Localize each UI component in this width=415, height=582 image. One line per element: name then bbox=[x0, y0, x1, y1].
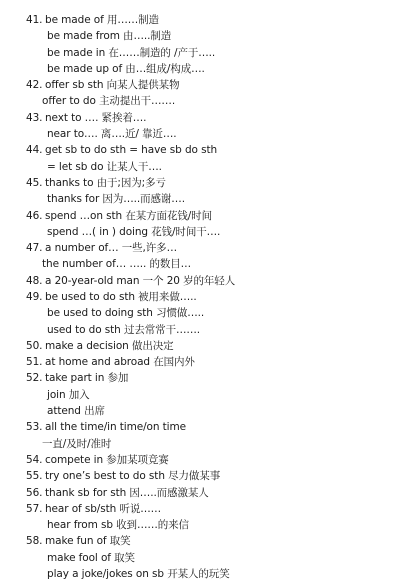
item-text: make a decision 做出决定 bbox=[45, 339, 174, 352]
item-number: 42. bbox=[26, 79, 43, 92]
item-text: used to do sth 过去常常干……. bbox=[47, 323, 201, 336]
item-text: be used to do sth 被用来做….. bbox=[45, 291, 197, 303]
item-text: a 20-year-old man 一个 20 岁的年轻人 bbox=[45, 274, 236, 287]
item-text: be used to doing sth 习惯做….. bbox=[47, 307, 205, 320]
item-number: 48. bbox=[26, 274, 43, 287]
item-number: 58. bbox=[26, 535, 43, 548]
item-text: next to …. 紧挨着…. bbox=[45, 111, 147, 124]
item-number: 41. bbox=[26, 14, 43, 26]
item-number: 51. bbox=[26, 356, 43, 369]
item-number: 43. bbox=[26, 111, 43, 124]
item-number: 55. bbox=[26, 470, 43, 483]
item-text: hear of sb/sth 听说…… bbox=[45, 502, 162, 515]
item-text: = let sb do 让某人干…. bbox=[47, 160, 162, 173]
item-text: the number of… ….. 的数目… bbox=[42, 258, 192, 271]
item-text: 一直/及时/准时 bbox=[42, 437, 112, 450]
item-number: 53. bbox=[26, 421, 43, 434]
item-number: 45. bbox=[26, 176, 43, 189]
item-number: 54. bbox=[26, 453, 43, 466]
item-number: 44. bbox=[26, 144, 43, 157]
item-text: play a joke/jokes on sb 开某人的玩笑 bbox=[47, 568, 230, 580]
item-number: 50. bbox=[26, 339, 43, 352]
item-text: join 加入 bbox=[47, 388, 90, 401]
item-number: 57. bbox=[26, 502, 43, 515]
item-text: attend 出席 bbox=[47, 405, 105, 418]
item-text: be made of 用……制造 bbox=[45, 14, 159, 26]
item-text: take part in 参加 bbox=[45, 372, 129, 385]
item-text: thank sb for sth 因…..而感激某人 bbox=[45, 486, 209, 499]
item-text: hear from sb 收到……的来信 bbox=[47, 519, 189, 532]
item-text: make fool of 取笑 bbox=[47, 551, 135, 564]
item-text: offer to do 主动提出干……. bbox=[42, 95, 176, 108]
item-text: make fun of 取笑 bbox=[45, 535, 131, 548]
item-text: a number of… 一些,许多… bbox=[45, 242, 177, 255]
item-text: near to…. 离….近/ 靠近…. bbox=[47, 128, 177, 141]
item-text: thanks for 因为…..而感谢…. bbox=[47, 193, 185, 206]
item-text: get sb to do sth = have sb do sth bbox=[45, 144, 218, 157]
item-text: compete in 参加某项竞赛 bbox=[45, 453, 169, 466]
item-number: 49. bbox=[26, 291, 43, 303]
item-number: 52. bbox=[26, 372, 43, 385]
item-text: all the time/in time/on time bbox=[45, 421, 186, 434]
item-text: spend …on sth 在某方面花钱/时间 bbox=[45, 209, 212, 222]
item-text: try one’s best to do sth 尽力做某事 bbox=[45, 470, 221, 483]
item-text: spend …( in ) doing 花钱/时间干…. bbox=[47, 225, 221, 238]
item-text: be made in 在……制造的 /产于….. bbox=[47, 46, 216, 59]
item-number: 56. bbox=[26, 486, 43, 499]
item-text: thanks to 由于;因为;多亏 bbox=[45, 176, 166, 189]
item-text: offer sb sth 向某人提供某物 bbox=[45, 79, 180, 92]
item-text: be made up of 由…组成/构成…. bbox=[47, 62, 205, 75]
item-text: at home and abroad 在国内外 bbox=[45, 356, 195, 369]
item-text: be made from 由…..制造 bbox=[47, 30, 172, 43]
item-number: 46. bbox=[26, 209, 43, 222]
item-number: 47. bbox=[26, 242, 43, 255]
